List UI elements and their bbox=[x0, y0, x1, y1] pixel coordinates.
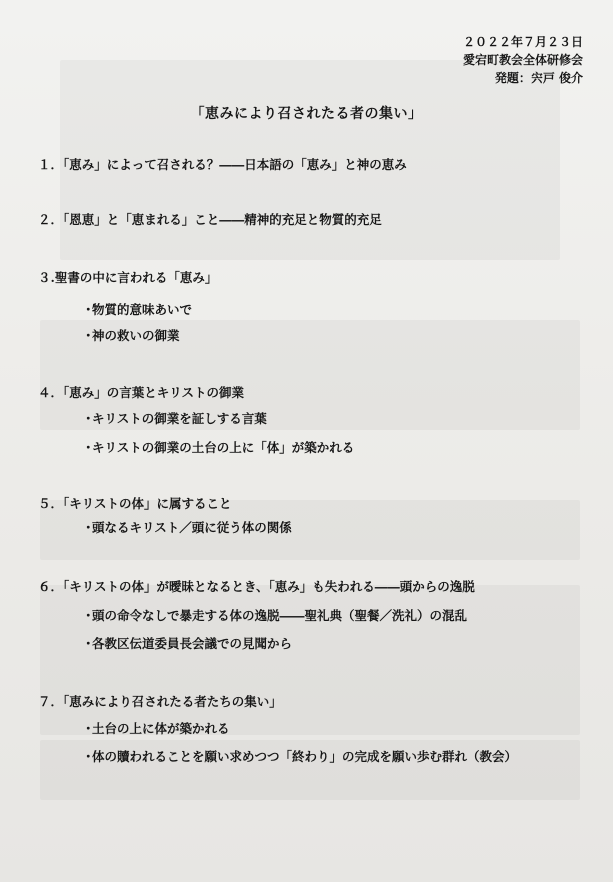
bullet-dot: ・ bbox=[82, 749, 95, 764]
event-name: 愛宕町教会全体研修会 bbox=[462, 53, 583, 67]
bullet-text: 各教区伝道委員長会議での見聞から bbox=[92, 636, 293, 651]
list-item bbox=[82, 634, 292, 652]
list-item bbox=[82, 606, 467, 624]
section-heading-1: １．「恵み」によって召される？――日本語の「恵み」と神の恵み bbox=[38, 157, 407, 172]
section-heading-5: ５．「キリストの体」に属すること bbox=[38, 496, 232, 511]
bullet-text: 体の贖われることを願い求めつつ「終わり」の完成を願い歩む群れ（教会） bbox=[92, 749, 518, 764]
document-title: 「恵みにより召されたる者の集い」 bbox=[190, 106, 423, 122]
list-item bbox=[82, 747, 517, 765]
section-heading-3: ３.聖書の中に言われる「恵み」 bbox=[38, 270, 218, 285]
bullet-dot: ・ bbox=[82, 608, 95, 623]
bullet-dot: ・ bbox=[82, 328, 95, 343]
bullet-text: 神の救いの御業 bbox=[92, 328, 180, 343]
bullet-text: 土台の上に体が築かれる bbox=[92, 721, 230, 736]
document-date: ２０２２年７月２３日 bbox=[462, 35, 583, 49]
bullet-dot: ・ bbox=[82, 411, 95, 426]
bullet-text: 頭の命令なしで暴走する体の逸脱――聖礼典（聖餐／洗礼）の混乱 bbox=[92, 608, 468, 623]
bullet-text: 物質的意味あいで bbox=[92, 302, 193, 317]
section-heading-7: ７．「恵みにより召されたる者たちの集い」 bbox=[38, 694, 282, 709]
section-heading-4: ４．「恵み」の言葉とキリストの御業 bbox=[38, 385, 245, 400]
bullet-text: キリストの御業の土台の上に「体」が築かれる bbox=[92, 440, 355, 455]
bullet-dot: ・ bbox=[82, 520, 95, 535]
list-item bbox=[82, 409, 267, 427]
list-item bbox=[82, 300, 192, 318]
bullet-dot: ・ bbox=[82, 440, 95, 455]
bullet-dot: ・ bbox=[82, 721, 95, 736]
section-heading-2: ２．「恩恵」と「恵まれる」こと――精神的充足と物質的充足 bbox=[38, 212, 382, 227]
list-item bbox=[82, 719, 230, 737]
document-header bbox=[463, 33, 583, 87]
list-item bbox=[82, 518, 292, 536]
section-heading-6: ６．「キリストの体」が曖昧となるとき、「恵み」も失われる――頭からの逸脱 bbox=[38, 579, 475, 594]
list-item bbox=[82, 326, 180, 344]
presenter-name: 発題：宍戸 俊介 bbox=[494, 71, 583, 85]
list-item bbox=[82, 438, 354, 456]
bullet-text: 頭なるキリスト／頭に従う体の関係 bbox=[92, 520, 292, 535]
bullet-text: キリストの御業を証しする言葉 bbox=[92, 411, 267, 426]
bullet-dot: ・ bbox=[82, 636, 95, 651]
bullet-dot: ・ bbox=[82, 302, 95, 317]
